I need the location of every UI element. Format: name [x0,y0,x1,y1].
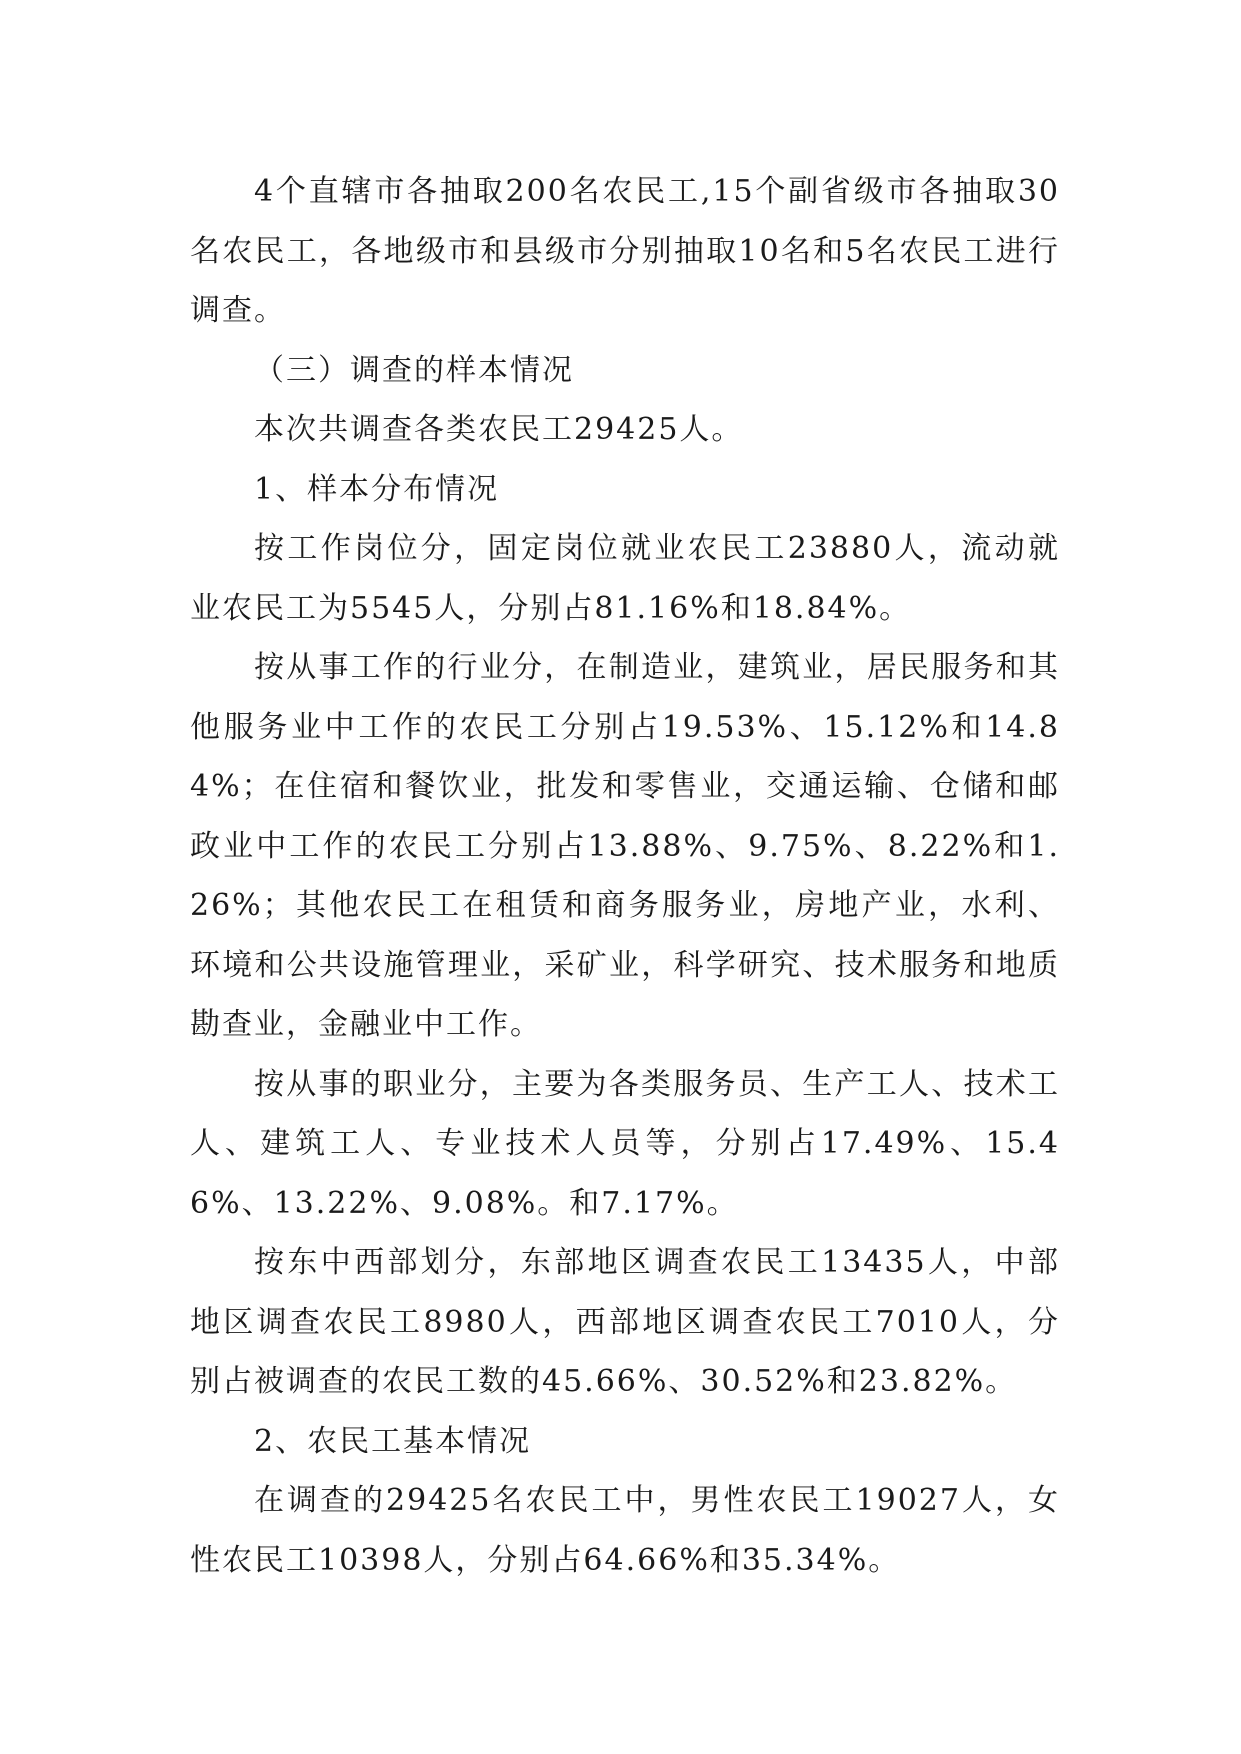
subheading-sample-distribution: 1、样本分布情况 [254,471,500,507]
document-body [190,162,1060,1590]
paragraph-by-gender: 在调查的29425名农民工中，男性农民工19027人，女性农民工10398人，分别占64.66%和35.34%。 [190,1483,1060,1578]
paragraph-total-surveyed: 本次共调查各类农民工29425人。 [254,412,744,447]
paragraph-by-occupation: 按从事的职业分，主要为各类服务员、生产工人、技术工人、建筑工人、专业技术人员等，分别占17.49%、15.46%、13.22%、9.08%。和7.17%。 [190,1066,1060,1221]
subheading-basic-situation: 2、农民工基本情况 [254,1423,532,1459]
paragraph-by-region: 按东中西部划分，东部地区调查农民工13435人，中部地区调查农民工8980人，西部地区调查农民工7010人，分别占被调查的农民工数的45.66%、30.52%和23.82%。 [190,1245,1060,1399]
paragraph-by-industry: 按从事工作的行业分，在制造业，建筑业，居民服务和其他服务业中工作的农民工分别占19.53%、15.12%和14.84%；在住宿和餐饮业，批发和零售业，交通运输、仓储和邮政业中工作的农民工分别占13.88%、9.75%、8.22%和1.26%；其他农民工在租赁和商务服务业，房地产业，水利、环境和公共设施管理业，采矿业，科学研究、技术服务和地质勘查业，金融业中工作。 [190,650,1060,1042]
paragraph-by-job-position: 按工作岗位分，固定岗位就业农民工23880人，流动就业农民工为5545人，分别占81.16%和18.84%。 [190,531,1060,626]
paragraph-sampling-quota: 4个直辖市各抽取200名农民工,15个副省级市各抽取30名农民工，各地级市和县级市分别抽取10名和5名农民工进行调查。 [190,174,1060,328]
section-heading-sample-situation: （三）调查的样本情况 [254,352,574,388]
